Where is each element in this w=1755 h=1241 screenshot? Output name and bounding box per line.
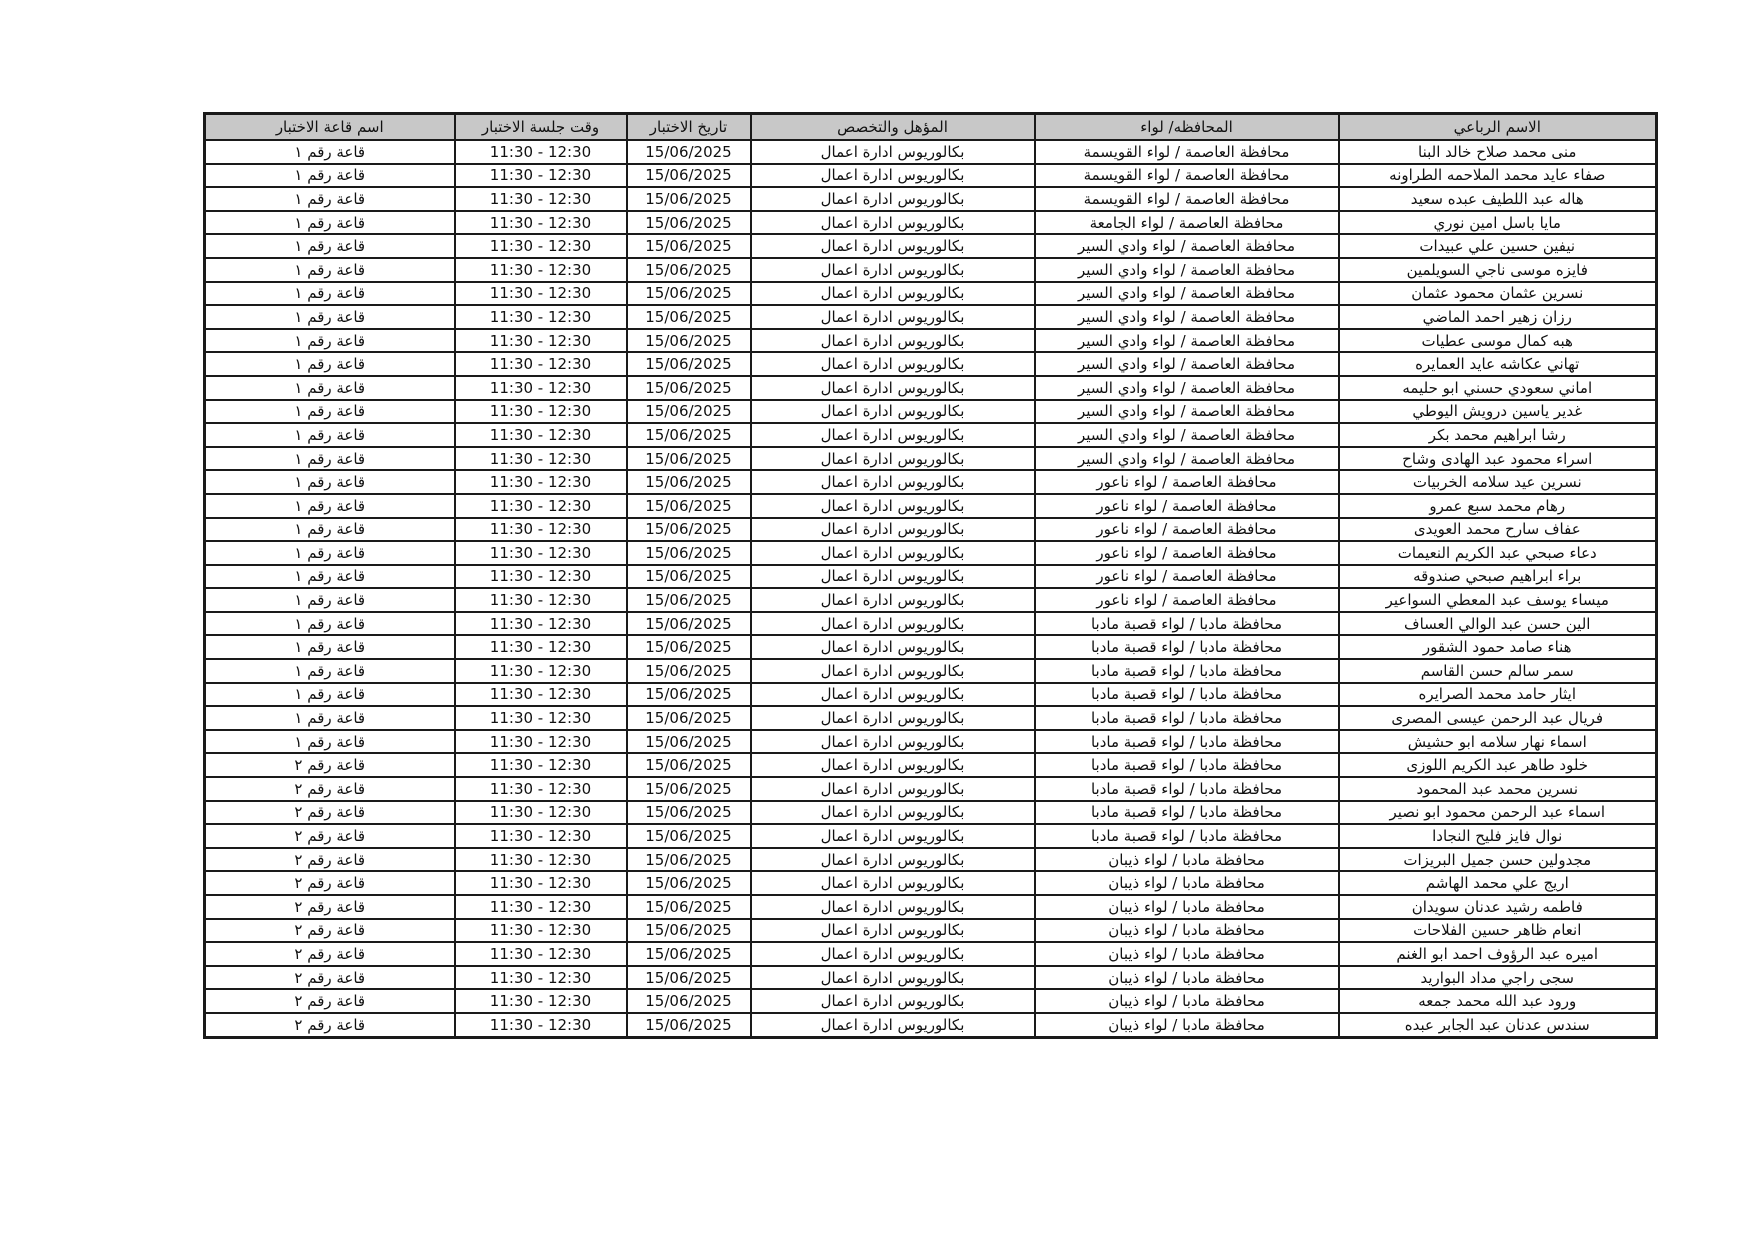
governorate-cell: محافظة مادبا / لواء قصبة مادبا <box>1035 612 1339 636</box>
exam-room-cell: قاعة رقم ١ <box>205 730 455 754</box>
exam-date-cell: 15/06/2025 <box>627 824 751 848</box>
session-time-cell: 11:30 - 12:30 <box>455 801 627 825</box>
session-time-cell: 11:30 - 12:30 <box>455 683 627 707</box>
header-full-name: الاسم الرباعي <box>1339 114 1657 141</box>
full-name-cell: خلود طاهر عبد الكريم اللوزى <box>1339 753 1657 777</box>
exam-room-cell: قاعة رقم ١ <box>205 352 455 376</box>
qualification-cell: بكالوريوس ادارة اعمال <box>751 470 1035 494</box>
header-row <box>205 114 1657 141</box>
governorate-cell: محافظة مادبا / لواء ذيبان <box>1035 848 1339 872</box>
session-time-cell: 11:30 - 12:30 <box>455 848 627 872</box>
table-row <box>205 423 1657 447</box>
table-row <box>205 140 1657 164</box>
table-row <box>205 282 1657 306</box>
session-time-cell: 11:30 - 12:30 <box>455 942 627 966</box>
table-row <box>205 470 1657 494</box>
table-row <box>205 871 1657 895</box>
full-name-cell: رهام محمد سبع عمرو <box>1339 494 1657 518</box>
session-time-cell: 11:30 - 12:30 <box>455 234 627 258</box>
exam-schedule-sheet <box>203 112 1655 1039</box>
session-time-cell: 11:30 - 12:30 <box>455 919 627 943</box>
full-name-cell: عفاف سارح محمد العويدى <box>1339 518 1657 542</box>
session-time-cell: 11:30 - 12:30 <box>455 494 627 518</box>
exam-room-cell: قاعة رقم ١ <box>205 541 455 565</box>
table-row <box>205 400 1657 424</box>
qualification-cell: بكالوريوس ادارة اعمال <box>751 588 1035 612</box>
exam-room-cell: قاعة رقم ٢ <box>205 942 455 966</box>
table-row <box>205 612 1657 636</box>
full-name-cell: ورود عبد الله محمد جمعه <box>1339 989 1657 1013</box>
exam-room-cell: قاعة رقم ٢ <box>205 1013 455 1037</box>
qualification-cell: بكالوريوس ادارة اعمال <box>751 1013 1035 1037</box>
exam-date-cell: 15/06/2025 <box>627 423 751 447</box>
qualification-cell: بكالوريوس ادارة اعمال <box>751 565 1035 589</box>
qualification-cell: بكالوريوس ادارة اعمال <box>751 753 1035 777</box>
exam-date-cell: 15/06/2025 <box>627 895 751 919</box>
qualification-cell: بكالوريوس ادارة اعمال <box>751 140 1035 164</box>
qualification-cell: بكالوريوس ادارة اعمال <box>751 329 1035 353</box>
governorate-cell: محافظة العاصمة / لواء وادي السير <box>1035 447 1339 471</box>
table-row <box>205 211 1657 235</box>
exam-date-cell: 15/06/2025 <box>627 753 751 777</box>
table-row <box>205 706 1657 730</box>
exam-room-cell: قاعة رقم ١ <box>205 683 455 707</box>
qualification-cell: بكالوريوس ادارة اعمال <box>751 352 1035 376</box>
exam-room-cell: قاعة رقم ٢ <box>205 753 455 777</box>
table-row <box>205 919 1657 943</box>
qualification-cell: بكالوريوس ادارة اعمال <box>751 942 1035 966</box>
full-name-cell: فايزه موسى ناجي السويلمين <box>1339 258 1657 282</box>
exam-date-cell: 15/06/2025 <box>627 659 751 683</box>
qualification-cell: بكالوريوس ادارة اعمال <box>751 423 1035 447</box>
table-row <box>205 777 1657 801</box>
qualification-cell: بكالوريوس ادارة اعمال <box>751 966 1035 990</box>
session-time-cell: 11:30 - 12:30 <box>455 376 627 400</box>
table-header <box>205 114 1657 141</box>
exam-date-cell: 15/06/2025 <box>627 565 751 589</box>
header-exam-date: تاريخ الاختبار <box>627 114 751 141</box>
session-time-cell: 11:30 - 12:30 <box>455 541 627 565</box>
exam-date-cell: 15/06/2025 <box>627 801 751 825</box>
governorate-cell: محافظة مادبا / لواء قصبة مادبا <box>1035 635 1339 659</box>
table-row <box>205 164 1657 188</box>
exam-room-cell: قاعة رقم ١ <box>205 470 455 494</box>
qualification-cell: بكالوريوس ادارة اعمال <box>751 871 1035 895</box>
full-name-cell: دعاء صبحي عبد الكريم النعيمات <box>1339 541 1657 565</box>
qualification-cell: بكالوريوس ادارة اعمال <box>751 541 1035 565</box>
exam-room-cell: قاعة رقم ١ <box>205 164 455 188</box>
qualification-cell: بكالوريوس ادارة اعمال <box>751 447 1035 471</box>
session-time-cell: 11:30 - 12:30 <box>455 400 627 424</box>
table-row <box>205 329 1657 353</box>
full-name-cell: هاله عبد اللطيف عبده سعيد <box>1339 187 1657 211</box>
governorate-cell: محافظة مادبا / لواء ذيبان <box>1035 871 1339 895</box>
qualification-cell: بكالوريوس ادارة اعمال <box>751 376 1035 400</box>
exam-room-cell: قاعة رقم ١ <box>205 187 455 211</box>
exam-date-cell: 15/06/2025 <box>627 942 751 966</box>
session-time-cell: 11:30 - 12:30 <box>455 706 627 730</box>
session-time-cell: 11:30 - 12:30 <box>455 612 627 636</box>
exam-room-cell: قاعة رقم ١ <box>205 329 455 353</box>
full-name-cell: مايا باسل امين نوري <box>1339 211 1657 235</box>
full-name-cell: نسرين عيد سلامه الخربيات <box>1339 470 1657 494</box>
exam-date-cell: 15/06/2025 <box>627 376 751 400</box>
exam-date-cell: 15/06/2025 <box>627 588 751 612</box>
exam-room-cell: قاعة رقم ٢ <box>205 871 455 895</box>
exam-room-cell: قاعة رقم ١ <box>205 659 455 683</box>
qualification-cell: بكالوريوس ادارة اعمال <box>751 777 1035 801</box>
governorate-cell: محافظة العاصمة / لواء وادي السير <box>1035 234 1339 258</box>
session-time-cell: 11:30 - 12:30 <box>455 282 627 306</box>
governorate-cell: محافظة العاصمة / لواء القويسمة <box>1035 164 1339 188</box>
full-name-cell: رزان زهير احمد الماضي <box>1339 305 1657 329</box>
governorate-cell: محافظة العاصمة / لواء وادي السير <box>1035 423 1339 447</box>
exam-room-cell: قاعة رقم ١ <box>205 494 455 518</box>
qualification-cell: بكالوريوس ادارة اعمال <box>751 848 1035 872</box>
table-row <box>205 541 1657 565</box>
qualification-cell: بكالوريوس ادارة اعمال <box>751 234 1035 258</box>
exam-room-cell: قاعة رقم ٢ <box>205 801 455 825</box>
exam-date-cell: 15/06/2025 <box>627 447 751 471</box>
governorate-cell: محافظة العاصمة / لواء وادي السير <box>1035 258 1339 282</box>
exam-room-cell: قاعة رقم ١ <box>205 140 455 164</box>
qualification-cell: بكالوريوس ادارة اعمال <box>751 706 1035 730</box>
full-name-cell: صفاء عايد محمد الملاحمه الطراونه <box>1339 164 1657 188</box>
exam-date-cell: 15/06/2025 <box>627 541 751 565</box>
governorate-cell: محافظة العاصمة / لواء وادي السير <box>1035 282 1339 306</box>
table-row <box>205 753 1657 777</box>
table-row <box>205 234 1657 258</box>
session-time-cell: 11:30 - 12:30 <box>455 730 627 754</box>
exam-date-cell: 15/06/2025 <box>627 305 751 329</box>
full-name-cell: اسماء عبد الرحمن محمود ابو نصير <box>1339 801 1657 825</box>
exam-room-cell: قاعة رقم ١ <box>205 258 455 282</box>
full-name-cell: مجدولين حسن جميل البريزات <box>1339 848 1657 872</box>
exam-date-cell: 15/06/2025 <box>627 1013 751 1037</box>
governorate-cell: محافظة مادبا / لواء قصبة مادبا <box>1035 777 1339 801</box>
session-time-cell: 11:30 - 12:30 <box>455 966 627 990</box>
exam-date-cell: 15/06/2025 <box>627 400 751 424</box>
full-name-cell: نيفين حسين علي عبيدات <box>1339 234 1657 258</box>
governorate-cell: محافظة مادبا / لواء ذيبان <box>1035 895 1339 919</box>
session-time-cell: 11:30 - 12:30 <box>455 352 627 376</box>
full-name-cell: رشا ابراهيم محمد بكر <box>1339 423 1657 447</box>
table-row <box>205 730 1657 754</box>
table-row <box>205 518 1657 542</box>
session-time-cell: 11:30 - 12:30 <box>455 329 627 353</box>
table-row <box>205 635 1657 659</box>
governorate-cell: محافظة العاصمة / لواء ناعور <box>1035 565 1339 589</box>
exam-room-cell: قاعة رقم ٢ <box>205 895 455 919</box>
full-name-cell: منى محمد صلاح خالد البنا <box>1339 140 1657 164</box>
governorate-cell: محافظة مادبا / لواء ذيبان <box>1035 966 1339 990</box>
full-name-cell: نوال فايز فليح النجادا <box>1339 824 1657 848</box>
session-time-cell: 11:30 - 12:30 <box>455 140 627 164</box>
exam-date-cell: 15/06/2025 <box>627 706 751 730</box>
table-body <box>205 140 1657 1037</box>
exam-room-cell: قاعة رقم ١ <box>205 305 455 329</box>
session-time-cell: 11:30 - 12:30 <box>455 871 627 895</box>
exam-date-cell: 15/06/2025 <box>627 470 751 494</box>
governorate-cell: محافظة مادبا / لواء ذيبان <box>1035 989 1339 1013</box>
table-row <box>205 565 1657 589</box>
session-time-cell: 11:30 - 12:30 <box>455 777 627 801</box>
table-row <box>205 494 1657 518</box>
qualification-cell: بكالوريوس ادارة اعمال <box>751 989 1035 1013</box>
table-row <box>205 447 1657 471</box>
exam-room-cell: قاعة رقم ٢ <box>205 919 455 943</box>
exam-date-cell: 15/06/2025 <box>627 966 751 990</box>
session-time-cell: 11:30 - 12:30 <box>455 635 627 659</box>
qualification-cell: بكالوريوس ادارة اعمال <box>751 895 1035 919</box>
session-time-cell: 11:30 - 12:30 <box>455 588 627 612</box>
exam-room-cell: قاعة رقم ٢ <box>205 777 455 801</box>
governorate-cell: محافظة العاصمة / لواء ناعور <box>1035 518 1339 542</box>
governorate-cell: محافظة مادبا / لواء قصبة مادبا <box>1035 753 1339 777</box>
qualification-cell: بكالوريوس ادارة اعمال <box>751 211 1035 235</box>
full-name-cell: نسرين عثمان محمود عثمان <box>1339 282 1657 306</box>
full-name-cell: فاطمه رشيد عدنان سويدان <box>1339 895 1657 919</box>
governorate-cell: محافظة مادبا / لواء قصبة مادبا <box>1035 824 1339 848</box>
exam-date-cell: 15/06/2025 <box>627 494 751 518</box>
exam-date-cell: 15/06/2025 <box>627 258 751 282</box>
table-row <box>205 989 1657 1013</box>
session-time-cell: 11:30 - 12:30 <box>455 211 627 235</box>
qualification-cell: بكالوريوس ادارة اعمال <box>751 683 1035 707</box>
full-name-cell: نسرين محمد عبد المحمود <box>1339 777 1657 801</box>
table-row <box>205 966 1657 990</box>
header-session-time: وقت جلسة الاختبار <box>455 114 627 141</box>
full-name-cell: الين حسن عبد الوالي العساف <box>1339 612 1657 636</box>
table-row <box>205 801 1657 825</box>
exam-date-cell: 15/06/2025 <box>627 211 751 235</box>
session-time-cell: 11:30 - 12:30 <box>455 470 627 494</box>
table-row <box>205 659 1657 683</box>
session-time-cell: 11:30 - 12:30 <box>455 565 627 589</box>
full-name-cell: اسراء محمود عبد الهادى وشاح <box>1339 447 1657 471</box>
governorate-cell: محافظة العاصمة / لواء وادي السير <box>1035 329 1339 353</box>
session-time-cell: 11:30 - 12:30 <box>455 423 627 447</box>
candidates-table <box>203 112 1658 1039</box>
exam-date-cell: 15/06/2025 <box>627 635 751 659</box>
qualification-cell: بكالوريوس ادارة اعمال <box>751 187 1035 211</box>
governorate-cell: محافظة مادبا / لواء قصبة مادبا <box>1035 659 1339 683</box>
header-exam-room: اسم قاعة الاختبار <box>205 114 455 141</box>
session-time-cell: 11:30 - 12:30 <box>455 824 627 848</box>
exam-date-cell: 15/06/2025 <box>627 140 751 164</box>
table-row <box>205 376 1657 400</box>
governorate-cell: محافظة مادبا / لواء قصبة مادبا <box>1035 801 1339 825</box>
full-name-cell: غدير ياسين درويش اليوطي <box>1339 400 1657 424</box>
table-row <box>205 352 1657 376</box>
full-name-cell: اماني سعودي حسني ابو حليمه <box>1339 376 1657 400</box>
session-time-cell: 11:30 - 12:30 <box>455 989 627 1013</box>
session-time-cell: 11:30 - 12:30 <box>455 164 627 188</box>
full-name-cell: اميره عبد الرؤوف احمد ابو الغنم <box>1339 942 1657 966</box>
governorate-cell: محافظة العاصمة / لواء ناعور <box>1035 494 1339 518</box>
session-time-cell: 11:30 - 12:30 <box>455 305 627 329</box>
exam-room-cell: قاعة رقم ١ <box>205 518 455 542</box>
exam-date-cell: 15/06/2025 <box>627 282 751 306</box>
exam-room-cell: قاعة رقم ٢ <box>205 989 455 1013</box>
qualification-cell: بكالوريوس ادارة اعمال <box>751 635 1035 659</box>
exam-room-cell: قاعة رقم ١ <box>205 565 455 589</box>
full-name-cell: هبه كمال موسى عطيات <box>1339 329 1657 353</box>
full-name-cell: براء ابراهيم صبحي صندوقه <box>1339 565 1657 589</box>
full-name-cell: هناء صامد حمود الشقور <box>1339 635 1657 659</box>
table-row <box>205 305 1657 329</box>
governorate-cell: محافظة العاصمة / لواء وادي السير <box>1035 305 1339 329</box>
table-row <box>205 824 1657 848</box>
governorate-cell: محافظة مادبا / لواء ذيبان <box>1035 942 1339 966</box>
exam-room-cell: قاعة رقم ١ <box>205 447 455 471</box>
exam-room-cell: قاعة رقم ٢ <box>205 848 455 872</box>
table-row <box>205 848 1657 872</box>
exam-room-cell: قاعة رقم ٢ <box>205 966 455 990</box>
governorate-cell: محافظة العاصمة / لواء ناعور <box>1035 541 1339 565</box>
governorate-cell: محافظة العاصمة / لواء القويسمة <box>1035 187 1339 211</box>
session-time-cell: 11:30 - 12:30 <box>455 659 627 683</box>
full-name-cell: ميساء يوسف عبد المعطي السواعير <box>1339 588 1657 612</box>
full-name-cell: سمر سالم حسن القاسم <box>1339 659 1657 683</box>
governorate-cell: محافظة العاصمة / لواء ناعور <box>1035 588 1339 612</box>
exam-date-cell: 15/06/2025 <box>627 612 751 636</box>
governorate-cell: محافظة العاصمة / لواء الجامعة <box>1035 211 1339 235</box>
full-name-cell: تهاني عكاشه عايد العمايره <box>1339 352 1657 376</box>
table-row <box>205 187 1657 211</box>
exam-date-cell: 15/06/2025 <box>627 518 751 542</box>
qualification-cell: بكالوريوس ادارة اعمال <box>751 612 1035 636</box>
exam-room-cell: قاعة رقم ١ <box>205 211 455 235</box>
governorate-cell: محافظة العاصمة / لواء ناعور <box>1035 470 1339 494</box>
exam-room-cell: قاعة رقم ١ <box>205 588 455 612</box>
exam-date-cell: 15/06/2025 <box>627 919 751 943</box>
exam-date-cell: 15/06/2025 <box>627 329 751 353</box>
qualification-cell: بكالوريوس ادارة اعمال <box>751 305 1035 329</box>
table-row <box>205 942 1657 966</box>
exam-room-cell: قاعة رقم ١ <box>205 400 455 424</box>
session-time-cell: 11:30 - 12:30 <box>455 187 627 211</box>
table-row <box>205 258 1657 282</box>
exam-date-cell: 15/06/2025 <box>627 683 751 707</box>
full-name-cell: اريج علي محمد الهاشم <box>1339 871 1657 895</box>
full-name-cell: فريال عبد الرحمن عيسى المصرى <box>1339 706 1657 730</box>
session-time-cell: 11:30 - 12:30 <box>455 753 627 777</box>
exam-date-cell: 15/06/2025 <box>627 848 751 872</box>
session-time-cell: 11:30 - 12:30 <box>455 1013 627 1037</box>
table-row <box>205 588 1657 612</box>
governorate-cell: محافظة العاصمة / لواء القويسمة <box>1035 140 1339 164</box>
exam-date-cell: 15/06/2025 <box>627 234 751 258</box>
governorate-cell: محافظة مادبا / لواء ذيبان <box>1035 1013 1339 1037</box>
exam-room-cell: قاعة رقم ١ <box>205 706 455 730</box>
qualification-cell: بكالوريوس ادارة اعمال <box>751 730 1035 754</box>
exam-date-cell: 15/06/2025 <box>627 164 751 188</box>
governorate-cell: محافظة مادبا / لواء قصبة مادبا <box>1035 730 1339 754</box>
governorate-cell: محافظة العاصمة / لواء وادي السير <box>1035 400 1339 424</box>
qualification-cell: بكالوريوس ادارة اعمال <box>751 824 1035 848</box>
header-qualification: المؤهل والتخصص <box>751 114 1035 141</box>
governorate-cell: محافظة العاصمة / لواء وادي السير <box>1035 352 1339 376</box>
exam-room-cell: قاعة رقم ٢ <box>205 824 455 848</box>
exam-room-cell: قاعة رقم ١ <box>205 612 455 636</box>
exam-room-cell: قاعة رقم ١ <box>205 635 455 659</box>
session-time-cell: 11:30 - 12:30 <box>455 895 627 919</box>
session-time-cell: 11:30 - 12:30 <box>455 447 627 471</box>
session-time-cell: 11:30 - 12:30 <box>455 258 627 282</box>
table-row <box>205 1013 1657 1037</box>
full-name-cell: سندس عدنان عبد الجابر عبده <box>1339 1013 1657 1037</box>
governorate-cell: محافظة مادبا / لواء قصبة مادبا <box>1035 706 1339 730</box>
exam-date-cell: 15/06/2025 <box>627 187 751 211</box>
header-governorate: المحافظه/ لواء <box>1035 114 1339 141</box>
exam-date-cell: 15/06/2025 <box>627 352 751 376</box>
exam-room-cell: قاعة رقم ١ <box>205 376 455 400</box>
table-row <box>205 683 1657 707</box>
exam-room-cell: قاعة رقم ١ <box>205 423 455 447</box>
full-name-cell: اسماء نهار سلامه ابو حشيش <box>1339 730 1657 754</box>
qualification-cell: بكالوريوس ادارة اعمال <box>751 258 1035 282</box>
qualification-cell: بكالوريوس ادارة اعمال <box>751 801 1035 825</box>
qualification-cell: بكالوريوس ادارة اعمال <box>751 494 1035 518</box>
full-name-cell: انعام ظاهر حسين الفلاحات <box>1339 919 1657 943</box>
exam-room-cell: قاعة رقم ١ <box>205 234 455 258</box>
qualification-cell: بكالوريوس ادارة اعمال <box>751 282 1035 306</box>
qualification-cell: بكالوريوس ادارة اعمال <box>751 518 1035 542</box>
governorate-cell: محافظة مادبا / لواء قصبة مادبا <box>1035 683 1339 707</box>
exam-date-cell: 15/06/2025 <box>627 730 751 754</box>
session-time-cell: 11:30 - 12:30 <box>455 518 627 542</box>
exam-date-cell: 15/06/2025 <box>627 989 751 1013</box>
exam-room-cell: قاعة رقم ١ <box>205 282 455 306</box>
exam-date-cell: 15/06/2025 <box>627 871 751 895</box>
table-row <box>205 895 1657 919</box>
full-name-cell: ايثار حامد محمد الصرايره <box>1339 683 1657 707</box>
qualification-cell: بكالوريوس ادارة اعمال <box>751 400 1035 424</box>
governorate-cell: محافظة مادبا / لواء ذيبان <box>1035 919 1339 943</box>
exam-date-cell: 15/06/2025 <box>627 777 751 801</box>
qualification-cell: بكالوريوس ادارة اعمال <box>751 659 1035 683</box>
qualification-cell: بكالوريوس ادارة اعمال <box>751 919 1035 943</box>
full-name-cell: سجى راجي مداد البواريد <box>1339 966 1657 990</box>
qualification-cell: بكالوريوس ادارة اعمال <box>751 164 1035 188</box>
governorate-cell: محافظة العاصمة / لواء وادي السير <box>1035 376 1339 400</box>
